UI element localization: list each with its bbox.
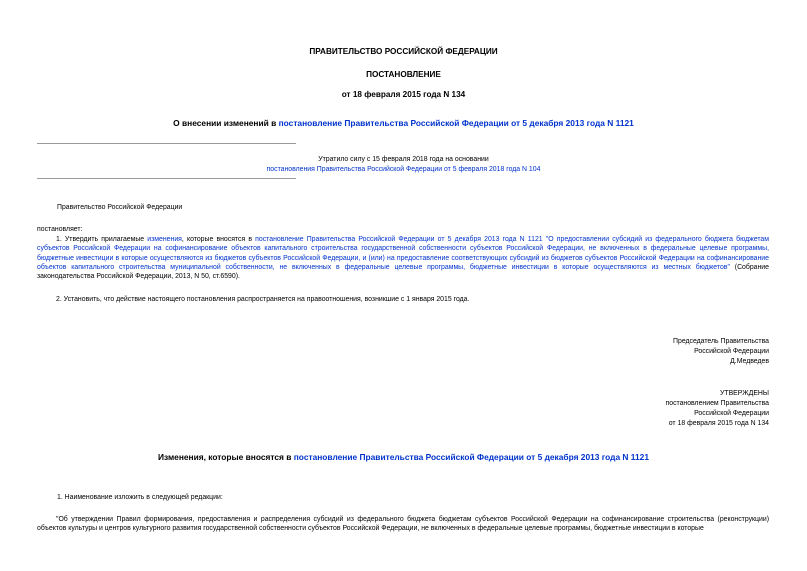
approved-date: от 18 февраля 2015 года N 134 [668,420,769,427]
top-divider [37,143,296,144]
changes-title-prefix: Изменения, которые вносятся в [158,452,294,462]
p1-mid: , которые вносятся в [181,236,256,243]
document-title [0,118,807,129]
approved-by: постановлением Правительства [665,400,769,407]
signature-title: Председатель Правительства [673,338,769,345]
changes-resolution-link[interactable]: постановление Правительства Российской Федерации от 5 декабря 2013 года N 1121 [293,452,649,462]
changes-link[interactable]: изменения [147,236,182,243]
government-heading: ПРАВИТЕЛЬСТВО РОССИЙСКОЙ ФЕДЕРАЦИИ [309,47,498,56]
quoted-title: "Об утверждении Правил формирования, предоставления и распределения субсидий из федерального бюджета бюджетам субъектов Российской Федерации на софинансирование строительства (реконструкции) объектов культуры и центров культурного развития государственной собственности субъектов Российской Федерации, не включенных в федеральные целевые программы, бюджетные инвестиции в которые [37,516,769,533]
document-type: ПОСТАНОВЛЕНИЕ [366,70,441,79]
p1-pre: 1. Утвердить прилагаемые [56,236,148,243]
paragraph-2: 2. Установить, что действие настоящего постановления распространяется на правоотношения, возникшие с 1 января 2015 года. [56,296,470,303]
repeal-notice: Утратило силу с 15 февраля 2018 года на основании [318,156,489,163]
change-item-1: 1. Наименование изложить в следующей редакции: [57,494,223,501]
signature-name: Д.Медведев [730,358,769,365]
paragraph-1 [37,235,769,282]
p1-post: (Собрание законодательства Российской Федерации, 2013, N 50, ст.6590). [37,263,769,281]
amended-resolution-link[interactable]: постановление Правительства Российской Федерации от 5 декабря 2013 года N 1121 [278,118,634,128]
repeal-basis-link[interactable]: постановления Правительства Российской Федерации от 5 февраля 2018 года N 104 [266,166,541,173]
approved-org: Российской Федерации [694,410,769,417]
document-date-number: от 18 февраля 2015 года N 134 [341,90,466,99]
resolution-1121-link[interactable]: постановление Правительства Российской Федерации от 5 декабря 2013 года N 1121 "О предоставлении субсидий из федерального бюджета бюджетам субъектов Российской Федерации на софинансирование объектов капитального строительства государственной собственности субъектов Российской Федерации, не включенных в федеральные целевые программы, бюджетные инвестиции в которые осуществляются из бюджетов субъектов Российской Федерации, и (или) на предоставление соответствующих субсидий из бюджетов субъектов Российской Федерации на софинансирование объектов капитального строительства муниципальной собственности, не включенных в федеральные целевые программы, бюджетные инвестиции в которые осуществляются из местных бюджетов" [37,236,770,271]
repeal-basis [0,165,807,174]
bottom-divider [37,178,296,179]
government-line: Правительство Российской Федерации [57,204,183,211]
decides-label: постановляет: [37,226,83,233]
signature-org: Российской Федерации [694,348,769,355]
title-prefix: О внесении изменений в [173,118,279,128]
approved-label: УТВЕРЖДЕНЫ [720,390,769,397]
changes-title [0,452,807,463]
